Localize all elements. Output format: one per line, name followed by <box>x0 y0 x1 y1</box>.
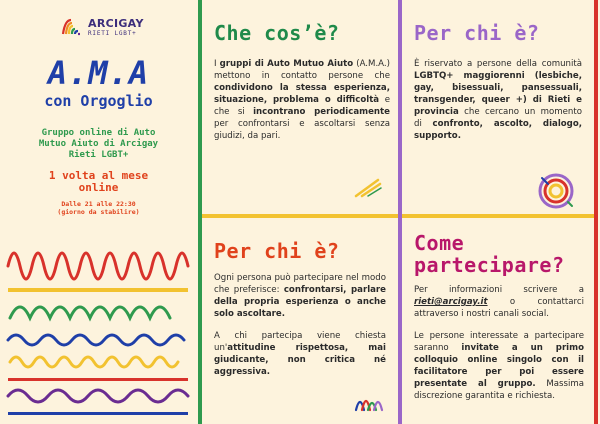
group-line: Mutuo Aiuto di Arcigay <box>38 139 159 149</box>
ama-title: A.M.A <box>47 54 150 92</box>
panel-text: I gruppi di Auto Mutuo Aiuto (A.M.A.) mettono in contatto persone che condividono la stessa esperienza, situazione, problema o difficoltà e che si incontrano periodicamente per confrontarsi e ascoltarsi senza giudizi, da pari. <box>214 59 390 141</box>
panel-text: Le persone interessate a partecipare saranno invitate a un primo colloquio online singolo con il facilitatore per poi essere presentate al gruppo. Massima discrezione garantita e richiesta. <box>414 331 584 401</box>
panel-text: Per informazioni scrivere a rieti@arcigay.it o contattarci attraverso i nostri canali social. <box>414 285 584 319</box>
blue-wave-squiggle <box>8 335 184 345</box>
hours <box>0 200 197 216</box>
panel-title: Che cos’è? <box>214 21 340 45</box>
rainbow-logo-icon <box>60 16 82 38</box>
panel-how-to-participate-mode <box>214 240 386 378</box>
yellow-stroke-decoration-icon <box>352 176 382 198</box>
panel-text: È riservato a persone della comunità LGBTQ+ maggiorenni (lesbiche, gay, bisessuali, pansessuali, transgender, queer +) di Rieti e provincia che cercano un momento di confronto, ascolto, dialogo, supporto. <box>414 59 583 141</box>
logo-name: ARCIGAY <box>88 16 144 30</box>
hours-line: Dalle 21 alle 22:30 <box>61 200 136 208</box>
divider-yellow-horizontal-right <box>402 214 594 218</box>
colorful-lines-decoration-icon <box>352 384 386 414</box>
group-line: Rieti LGBT+ <box>68 150 129 160</box>
panel-text: Ogni persona può partecipare nel modo che preferisce: confrontarsi, parlare della propria esperienza o anche solo ascoltare. <box>214 273 386 319</box>
group-line: Gruppo online di Auto <box>41 128 156 138</box>
purple-wave-squiggle <box>8 390 188 402</box>
divider-yellow-horizontal-left <box>202 214 398 218</box>
yellow-bar <box>8 288 188 292</box>
decorative-squiggles <box>0 236 197 424</box>
arcigay-logo <box>60 16 144 38</box>
panel-text: A chi partecipa viene chiesta un'attitudine rispettosa, mai giudicante, non critica né aggressiva. <box>214 331 386 377</box>
panel-who-is-it-for <box>414 22 582 142</box>
red-bar <box>8 378 188 381</box>
left-column <box>0 0 197 424</box>
email-link[interactable]: rieti@arcigay.it <box>414 297 488 307</box>
rainbow-swirl-decoration-icon <box>536 172 576 210</box>
logo-sub: RIETI LGBT+ <box>88 29 137 37</box>
divider-purple-vertical <box>398 0 402 424</box>
divider-red-vertical <box>594 0 598 424</box>
panel-how-to-join <box>414 232 584 402</box>
panel-what-is-it <box>214 22 390 142</box>
freq-line: online <box>78 181 119 194</box>
hours-line: (giorno da stabilire) <box>57 208 140 216</box>
green-arc-squiggle <box>10 307 170 318</box>
divider-green-vertical <box>198 0 202 424</box>
panel-title: Come partecipare? <box>414 231 565 277</box>
panel-title: Per chi è? <box>214 239 340 263</box>
yellow-zigzag-squiggle <box>10 357 178 367</box>
red-loop-squiggle <box>8 253 188 279</box>
ama-subtitle: con Orgoglio <box>44 92 153 110</box>
freq-line: 1 volta al mese <box>48 169 149 182</box>
panel-title: Per chi è? <box>414 21 540 45</box>
group-description <box>12 128 185 161</box>
frequency <box>0 170 197 194</box>
blue-bar <box>8 412 188 415</box>
